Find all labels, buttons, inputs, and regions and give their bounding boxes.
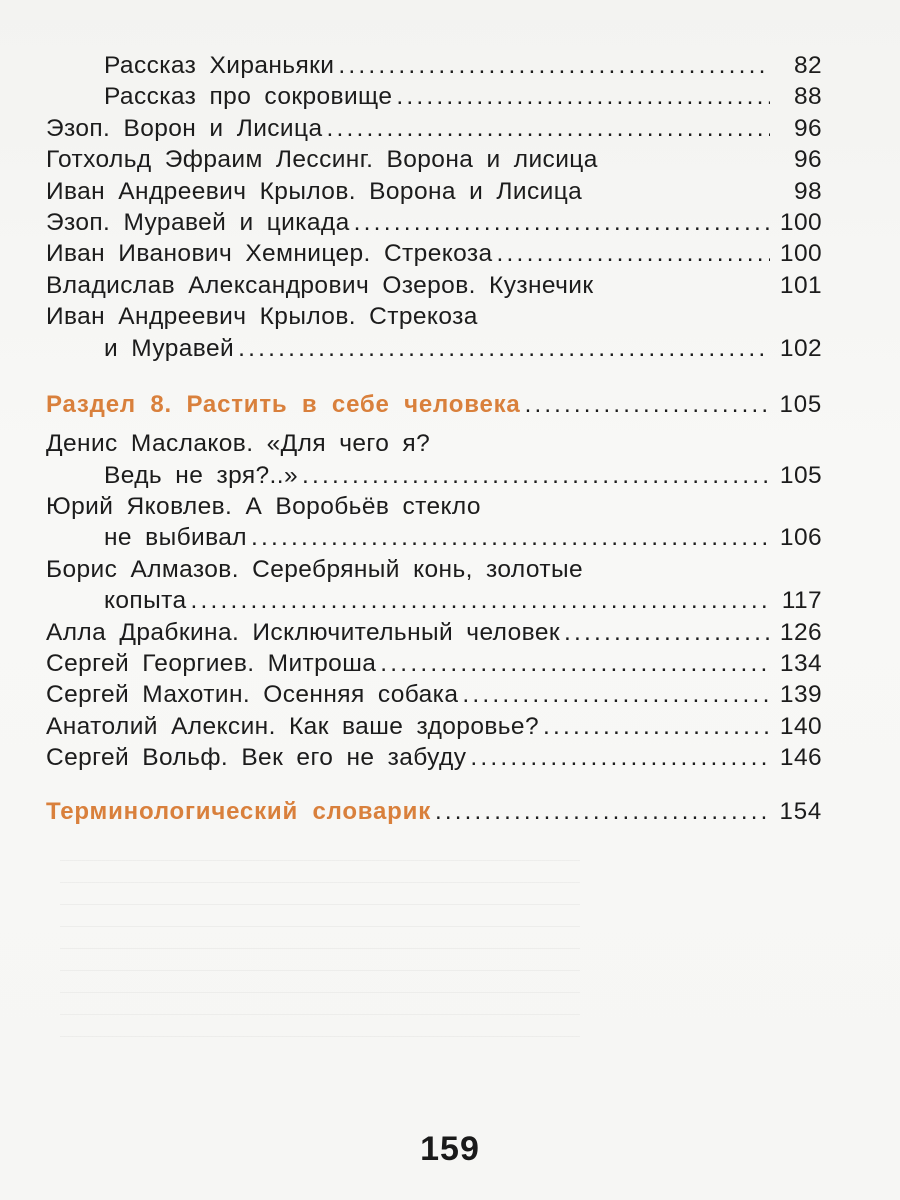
toc-entry-title: и Муравей <box>104 334 235 362</box>
leader-dots <box>435 798 770 826</box>
toc-entry-title: Иван Андреевич Крылов. Ворона и Лисица <box>46 177 583 205</box>
glossary-title: Терминологический словарик <box>46 797 432 825</box>
toc-entry-title: Борис Алмазов. Серебряный конь, золотые <box>46 555 583 583</box>
toc-entry-page: 126 <box>779 618 822 646</box>
toc-entry-title: Эзоп. Ворон и Лисица <box>46 114 323 142</box>
toc-entry-title: Юрий Яковлев. А Воробьёв стекло <box>46 493 481 521</box>
toc-entry-page: 100 <box>779 240 822 268</box>
toc-entry <box>46 272 822 303</box>
toc-entry-page: 105 <box>779 461 822 489</box>
toc-entry-page: 96 <box>793 146 822 174</box>
toc-entry-title: Ведь не зря?..» <box>104 461 298 489</box>
toc-entry-title: Сергей Георгиев. Митроша <box>46 650 377 678</box>
toc-entry-title: Рассказ Хираньяки <box>104 52 335 79</box>
table-of-contents <box>46 52 822 829</box>
toc-entry <box>46 430 822 461</box>
page-number: 159 <box>420 1130 480 1168</box>
leader-dots <box>190 587 770 615</box>
toc-entry <box>46 556 822 587</box>
toc-entry-page: 102 <box>779 334 822 362</box>
toc-entry <box>46 713 822 744</box>
toc-entry <box>46 681 822 712</box>
toc-entry-title: Денис Маслаков. «Для чего я? <box>46 430 431 458</box>
toc-entry <box>46 146 822 177</box>
toc-entry-page: 88 <box>793 83 822 111</box>
leader-dots <box>543 713 770 741</box>
toc-entry-title: Алла Драбкина. Исключительный человек <box>46 618 560 646</box>
toc-entry-page: 82 <box>793 52 822 79</box>
toc-entry-page: 134 <box>779 650 822 678</box>
toc-entry <box>46 524 822 555</box>
toc-entry <box>46 52 822 83</box>
toc-entry-title: Рассказ про сокровище <box>104 83 393 111</box>
toc-entry-page: 146 <box>779 744 822 772</box>
leader-dots <box>525 391 770 419</box>
toc-entry-title: Готхольд Эфраим Лессинг. Ворона и лисица <box>46 146 598 174</box>
section-page: 105 <box>779 390 822 418</box>
toc-entry-title: копыта <box>104 587 187 615</box>
toc-entry-title: Иван Андреевич Крылов. Стрекоза <box>46 303 478 331</box>
section-title: Раздел 8. Растить в себе человека <box>46 390 521 418</box>
toc-entry-title: Иван Иванович Хемницер. Стрекоза <box>46 240 493 268</box>
toc-entry-title: Анатолий Алексин. Как ваше здоровье? <box>46 712 539 740</box>
leader-dots <box>380 650 770 678</box>
leader-dots <box>338 52 770 80</box>
toc-entry-page: 117 <box>781 587 822 615</box>
toc-entry-page: 100 <box>779 208 822 236</box>
leader-dots <box>564 619 770 647</box>
toc-entry-page: 101 <box>779 271 822 299</box>
glossary-heading <box>46 798 822 829</box>
toc-entry-page: 140 <box>779 712 822 740</box>
leader-dots <box>462 681 770 709</box>
glossary-page: 154 <box>779 797 822 825</box>
toc-entry <box>46 83 822 114</box>
show-through-texture <box>60 860 580 1040</box>
toc-entry-title: Сергей Вольф. Век его не забуду <box>46 744 467 772</box>
leader-dots <box>238 335 770 363</box>
toc-entry <box>46 744 822 775</box>
section-heading <box>46 391 822 422</box>
toc-entry-page: 96 <box>793 114 822 142</box>
toc-entry <box>46 650 822 681</box>
toc-entry-title: Эзоп. Муравей и цикада <box>46 208 350 236</box>
toc-entry <box>46 178 822 209</box>
toc-entry <box>46 587 822 618</box>
leader-dots <box>470 744 770 772</box>
leader-dots <box>354 209 770 237</box>
toc-entry-title: Владислав Александрович Озеров. Кузнечик <box>46 271 594 299</box>
toc-entry <box>46 462 822 493</box>
toc-entry <box>46 115 822 146</box>
toc-entry-title: не выбивал <box>104 524 247 552</box>
leader-dots <box>396 83 770 111</box>
toc-entry-page: 106 <box>779 524 822 552</box>
leader-dots <box>326 115 770 143</box>
toc-entry-page: 139 <box>779 681 822 709</box>
toc-entry <box>46 303 822 334</box>
toc-entry <box>46 619 822 650</box>
toc-entry <box>46 493 822 524</box>
toc-entry <box>46 335 822 366</box>
toc-entry-page: 98 <box>793 177 822 205</box>
leader-dots <box>251 524 770 552</box>
toc-entry-title: Сергей Махотин. Осенняя собака <box>46 681 459 709</box>
toc-entry <box>46 240 822 271</box>
toc-entry <box>46 209 822 240</box>
leader-dots <box>302 462 770 490</box>
leader-dots <box>497 240 770 268</box>
